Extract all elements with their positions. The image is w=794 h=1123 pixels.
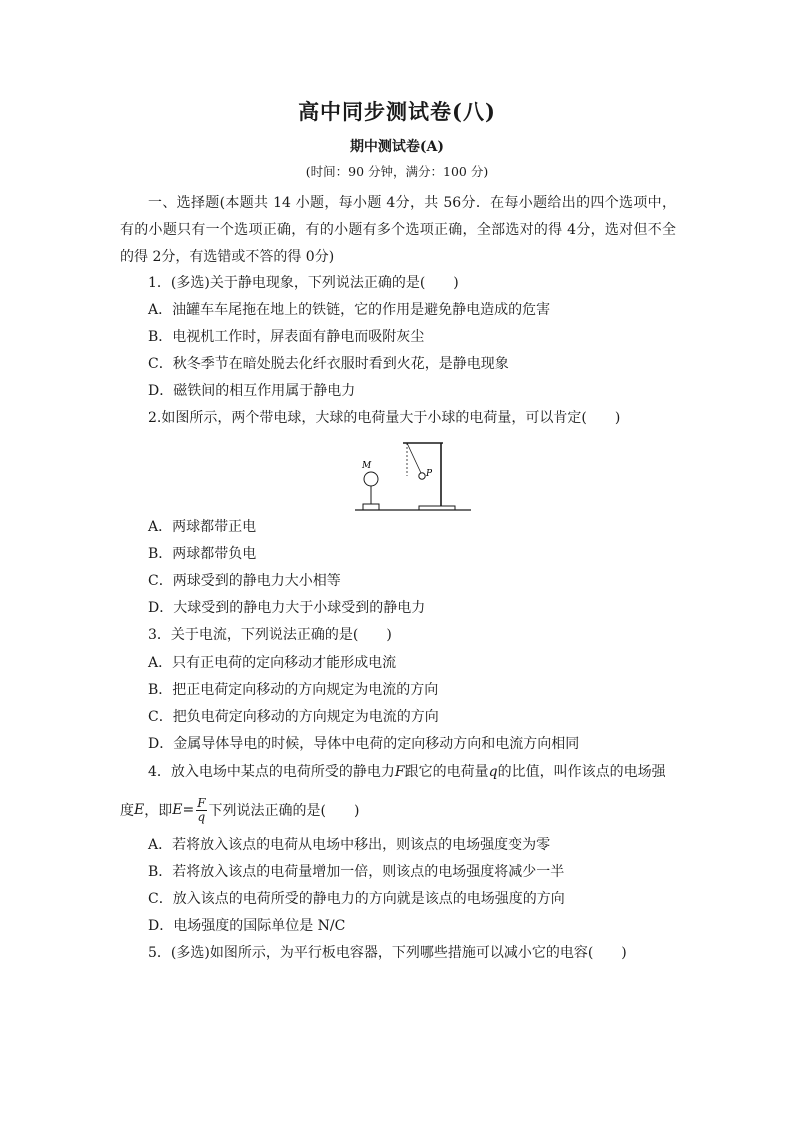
question-2-stem: 2.如图所示，两个带电球，大球的电荷量大于小球的电荷量，可以肯定( ) [148,410,621,426]
question-2-option-c: C．两球受到的静电力大小相等 [148,573,341,589]
exam-subtitle: 期中测试卷(A) [349,139,445,155]
q4-text-3: 的比值，叫作该点的电场强 [497,764,666,780]
suspension-thread [407,443,421,473]
label-p: P [426,469,433,479]
question-2-option-d: D．大球受到的静电力大于小球受到的静电力 [148,600,426,616]
q4-text-5: ，即 [144,803,173,819]
charged-spheres-figure [353,440,473,512]
question-4-stem-line2 [120,790,680,830]
question-3-option-b: B．把正电荷定向移动的方向规定为电流的方向 [148,682,439,698]
question-1-option-a: A．油罐车车尾拖在地上的铁链，它的作用是避免静电造成的危害 [148,302,551,318]
exam-title: 高中同步测试卷(八) [298,99,496,124]
time-info: (时间：90 分钟，满分：100 分) [305,164,489,179]
q4-text-6: 下列说法正确的是( ) [208,803,360,819]
question-5-stem: 5．(多选)如图所示，为平行板电容器，下列哪些措施可以减小它的电容( ) [148,945,627,961]
question-4-option-a: A．若将放入该点的电荷从电场中移出，则该点的电场强度变为零 [148,837,551,853]
question-3-option-d: D．金属导体导电的时候，导体中电荷的定向移动方向和电流方向相同 [148,736,580,752]
question-1-option-c: C．秋冬季节在暗处脱去化纤衣服时看到火花，是静电现象 [148,356,509,372]
question-2-option-a: A．两球都带正电 [148,519,257,535]
q4-text-2: 跟它的电荷量 [404,764,489,780]
q4-equation-lhs: E= [172,802,195,818]
question-4-option-c: C．放入该点的电荷所受的静电力的方向就是该点的电场强度的方向 [148,891,565,907]
q4-text-4: 度 [120,803,134,819]
question-4-option-b: B．若将放入该点的电荷量增加一倍，则该点的电场强度将减少一半 [148,864,565,880]
question-1-option-b: B．电视机工作时，屏表面有静电而吸附灰尘 [148,329,425,345]
left-stand-base [363,504,379,510]
q4-fraction [196,797,206,824]
large-sphere-m [364,472,378,486]
q4-var-e: E [134,802,145,818]
question-2-option-b: B．两球都带负电 [148,546,257,562]
q4-text-1: 4．放入电场中某点的电荷所受的静电力 [148,764,395,780]
label-m: M [362,461,372,471]
small-sphere-p [419,473,425,479]
question-3-stem: 3．关于电流，下列说法正确的是( ) [148,627,392,643]
q4-var-q: q [488,764,498,780]
q4-var-f: F [394,764,405,780]
question-4-stem-line1 [148,759,688,786]
question-4-option-d: D．电场强度的国际单位是 N/C [148,918,346,934]
section-instructions: 一、选择题(本题共 14 小题，每小题 4分，共 56分．在每小题给出的四个选项中，有的小题只有一个选项正确，有的小题有多个选项正确，全部选对的得 4分，选对但不全的得 2分，有选错或不答的得 0分) [120,195,676,265]
right-stand-base [419,506,455,510]
question-1-option-d: D．磁铁间的相互作用属于静电力 [148,383,356,399]
fraction-numerator: F [197,795,206,810]
fraction-denominator: q [197,809,206,824]
question-1-stem: 1．(多选)关于静电现象，下列说法正确的是( ) [148,275,459,291]
question-3-option-a: A．只有正电荷的定向移动才能形成电流 [148,655,397,671]
question-3-option-c: C．把负电荷定向移动的方向规定为电流的方向 [148,709,439,725]
